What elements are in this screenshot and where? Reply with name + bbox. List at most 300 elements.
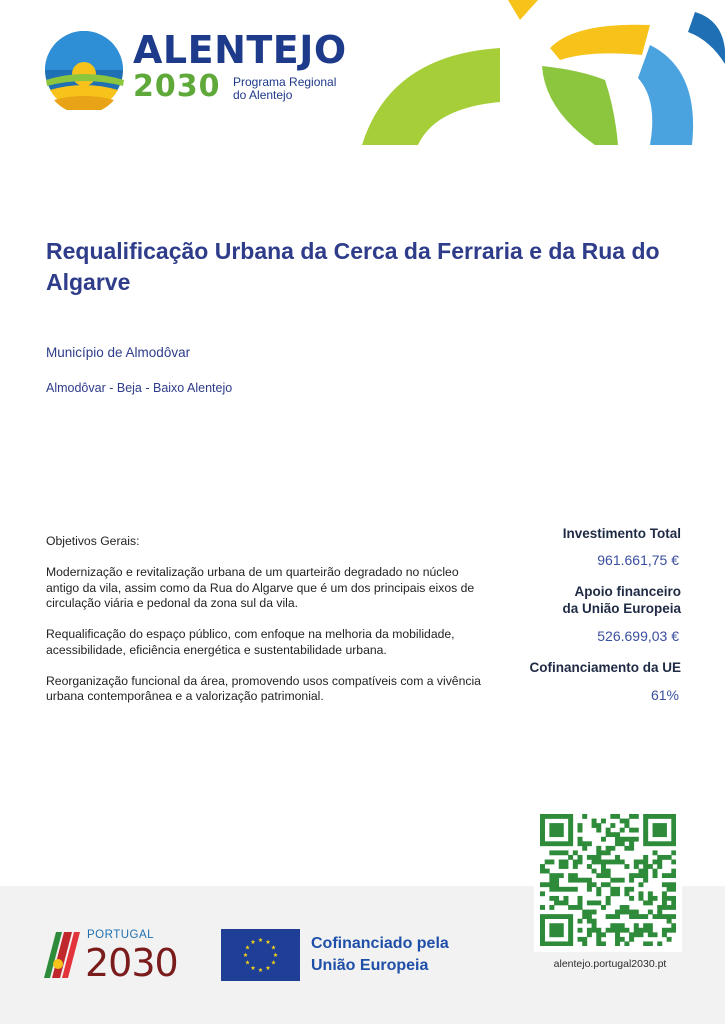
qr-module (540, 937, 545, 942)
qr-module (671, 850, 676, 855)
logo-subtitle (233, 76, 336, 102)
qr-module (629, 937, 634, 942)
qr-module (587, 864, 592, 869)
qr-module (587, 841, 592, 846)
portugal-year: 2030 (85, 941, 178, 985)
qr-module (578, 900, 583, 905)
project-title: Requalificação Urbana da Cerca da Ferraria e da Rua do Algarve (46, 238, 660, 295)
qr-module (545, 941, 550, 946)
qr-module (643, 900, 648, 905)
qr-module (662, 814, 667, 819)
qr-module (643, 941, 648, 946)
qr-module (671, 819, 676, 824)
qr-module (671, 837, 676, 842)
qr-module (568, 828, 573, 833)
qr-module (601, 869, 606, 874)
qr-module (615, 928, 620, 933)
qr-module (662, 823, 667, 828)
qr-module (610, 914, 615, 919)
qr-module (540, 941, 545, 946)
qr-module (667, 814, 672, 819)
qr-module (559, 900, 564, 905)
qr-module (662, 896, 667, 901)
objective-paragraph: Reorganização funcional da área, promovendo usos compatíveis com a vivência urbana contemporânea e a valorização patrimonial. (46, 673, 481, 703)
qr-module (671, 832, 676, 837)
qr-module (657, 823, 662, 828)
qr-module (601, 882, 606, 887)
qr-module (624, 846, 629, 851)
qr-module (606, 914, 611, 919)
qr-module (653, 896, 658, 901)
qr-module (568, 923, 573, 928)
qr-module (559, 841, 564, 846)
qr-module (563, 896, 568, 901)
portugal-flag-logo-icon (42, 928, 84, 980)
qr-module (634, 928, 639, 933)
qr-module (554, 841, 559, 846)
qr-module (554, 823, 559, 828)
qr-module (540, 882, 545, 887)
qr-module (592, 910, 597, 915)
qr-module (648, 864, 653, 869)
qr-module (596, 887, 601, 892)
logo-wordmark: ALENTEJO (133, 28, 347, 72)
qr-module (615, 855, 620, 860)
cofinancing-label: Cofinanciamento da UE (529, 660, 681, 675)
qr-module (671, 860, 676, 865)
qr-module (601, 860, 606, 865)
qr-module (568, 914, 573, 919)
qr-module (578, 841, 583, 846)
qr-module (671, 887, 676, 892)
qr-module (662, 891, 667, 896)
qr-module (587, 882, 592, 887)
qr-module (549, 941, 554, 946)
qr-module (657, 910, 662, 915)
qr-module (634, 914, 639, 919)
objectives-heading: Objetivos Gerais: (46, 534, 140, 548)
qr-module (568, 819, 573, 824)
qr-module (568, 905, 573, 910)
qr-module (643, 814, 648, 819)
qr-module (545, 860, 550, 865)
qr-module (657, 860, 662, 865)
qr-module (657, 828, 662, 833)
qr-module (638, 914, 643, 919)
qr-module (578, 937, 583, 942)
qr-module (653, 873, 658, 878)
qr-module (620, 841, 625, 846)
qr-module (563, 900, 568, 905)
qr-module (610, 814, 615, 819)
qr-module (578, 928, 583, 933)
qr-module (662, 900, 667, 905)
qr-module (624, 905, 629, 910)
qr-module (620, 910, 625, 915)
qr-module (653, 814, 658, 819)
qr-module (592, 928, 597, 933)
qr-module (606, 928, 611, 933)
qr-module (596, 823, 601, 828)
qr-module (549, 923, 554, 928)
qr-module (582, 814, 587, 819)
qr-module (578, 837, 583, 842)
qr-module (592, 869, 597, 874)
qr-module (634, 873, 639, 878)
qr-module (587, 928, 592, 933)
qr-module (578, 919, 583, 924)
qr-module (671, 873, 676, 878)
qr-module (653, 869, 658, 874)
qr-module (596, 891, 601, 896)
qr-module (568, 814, 573, 819)
qr-module (662, 932, 667, 937)
qr-module (667, 896, 672, 901)
qr-module (573, 864, 578, 869)
qr-module (620, 860, 625, 865)
qr-module (559, 887, 564, 892)
qr-code-container[interactable] (534, 808, 682, 952)
qr-module (601, 819, 606, 824)
qr-module (648, 814, 653, 819)
beneficiary-entity: Município de Almodôvar (46, 345, 191, 360)
qr-module (554, 932, 559, 937)
qr-module (540, 828, 545, 833)
qr-module (568, 887, 573, 892)
qr-module (643, 869, 648, 874)
qr-module (554, 832, 559, 837)
qr-module (592, 923, 597, 928)
qr-module (629, 837, 634, 842)
qr-module (587, 914, 592, 919)
qr-module (601, 850, 606, 855)
qr-module (624, 941, 629, 946)
qr-module (606, 873, 611, 878)
qr-module (540, 905, 545, 910)
qr-module (582, 941, 587, 946)
qr-module (671, 882, 676, 887)
qr-module (638, 869, 643, 874)
qr-module (648, 923, 653, 928)
qr-module (620, 819, 625, 824)
qr-module (592, 882, 597, 887)
qr-module (615, 832, 620, 837)
qr-module (554, 873, 559, 878)
qr-module (671, 923, 676, 928)
qr-module (624, 887, 629, 892)
qr-module (648, 896, 653, 901)
qr-module (643, 837, 648, 842)
qr-module (601, 873, 606, 878)
qr-module (554, 923, 559, 928)
qr-module (568, 919, 573, 924)
qr-module (596, 850, 601, 855)
qr-module (624, 928, 629, 933)
qr-module (662, 832, 667, 837)
qr-module (653, 841, 658, 846)
qr-module (643, 928, 648, 933)
qr-module (592, 819, 597, 824)
qr-module (667, 882, 672, 887)
qr-module (573, 878, 578, 883)
qr-module (667, 873, 672, 878)
qr-module (540, 914, 545, 919)
qr-module (610, 878, 615, 883)
qr-module (568, 823, 573, 828)
qr-module (554, 887, 559, 892)
qr-module (592, 919, 597, 924)
qr-module (610, 823, 615, 828)
qr-code-icon[interactable] (540, 814, 676, 946)
qr-module (559, 823, 564, 828)
qr-module (582, 846, 587, 851)
qr-module (634, 864, 639, 869)
objectives-section (46, 534, 486, 720)
qr-module (620, 878, 625, 883)
qr-module (671, 828, 676, 833)
qr-module (582, 910, 587, 915)
qr-module (634, 923, 639, 928)
qr-module (653, 850, 658, 855)
qr-module (573, 860, 578, 865)
qr-url[interactable]: alentejo.portugal2030.pt (553, 958, 667, 970)
qr-module (606, 896, 611, 901)
qr-module (554, 850, 559, 855)
qr-module (554, 928, 559, 933)
qr-module (563, 864, 568, 869)
qr-module (615, 878, 620, 883)
qr-module (662, 855, 667, 860)
qr-module (596, 932, 601, 937)
qr-module (549, 841, 554, 846)
qr-module (615, 910, 620, 915)
qr-module (573, 850, 578, 855)
qr-module (606, 860, 611, 865)
eu-flag-icon (221, 929, 300, 981)
qr-module (549, 850, 554, 855)
qr-module (559, 850, 564, 855)
qr-module (662, 914, 667, 919)
qr-module (615, 914, 620, 919)
qr-module (578, 905, 583, 910)
qr-module (643, 828, 648, 833)
qr-module (559, 941, 564, 946)
qr-module (559, 814, 564, 819)
qr-module (648, 941, 653, 946)
qr-module (634, 910, 639, 915)
qr-module (610, 846, 615, 851)
qr-module (549, 882, 554, 887)
qr-module (648, 900, 653, 905)
qr-module (559, 864, 564, 869)
qr-module (620, 837, 625, 842)
qr-module (601, 905, 606, 910)
qr-module (540, 932, 545, 937)
project-location: Almodôvar - Beja - Baixo Alentejo (46, 381, 233, 395)
qr-module (540, 832, 545, 837)
qr-module (615, 923, 620, 928)
qr-module (587, 919, 592, 924)
qr-module (643, 873, 648, 878)
qr-module (643, 923, 648, 928)
qr-module (554, 941, 559, 946)
qr-module (540, 919, 545, 924)
qr-module (643, 878, 648, 883)
qr-module (634, 932, 639, 937)
qr-module (643, 823, 648, 828)
qr-module (549, 814, 554, 819)
qr-module (648, 910, 653, 915)
qr-module (624, 837, 629, 842)
qr-module (549, 832, 554, 837)
qr-module (657, 914, 662, 919)
qr-module (610, 928, 615, 933)
qr-module (573, 887, 578, 892)
qr-module (578, 823, 583, 828)
qr-module (568, 832, 573, 837)
qr-module (568, 932, 573, 937)
qr-module (540, 841, 545, 846)
qr-module (606, 869, 611, 874)
qr-module (596, 941, 601, 946)
qr-module (596, 937, 601, 942)
qr-module (587, 887, 592, 892)
qr-module (582, 841, 587, 846)
qr-module (657, 941, 662, 946)
qr-module (610, 923, 615, 928)
total-investment-value: 961.661,75 € (597, 552, 679, 568)
qr-module (667, 919, 672, 924)
objective-paragraph: Requalificação do espaço público, com enfoque na melhoria da mobilidade, acessibilidade, eficiência energética e sustentabilidade urbana. (46, 627, 455, 657)
qr-module (601, 941, 606, 946)
qr-module (653, 832, 658, 837)
qr-module (638, 891, 643, 896)
qr-module (568, 937, 573, 942)
qr-module (624, 819, 629, 824)
qr-module (667, 928, 672, 933)
qr-module (653, 828, 658, 833)
qr-module (620, 828, 625, 833)
qr-module (634, 860, 639, 865)
qr-module (549, 932, 554, 937)
qr-module (568, 855, 573, 860)
qr-module (545, 914, 550, 919)
qr-module (671, 928, 676, 933)
qr-module (638, 896, 643, 901)
qr-module (620, 923, 625, 928)
qr-module (662, 873, 667, 878)
eu-support-label-line1: Apoio financeiro (574, 584, 681, 599)
logo-subtitle-line2: do Alentejo (233, 88, 293, 102)
qr-module (540, 891, 545, 896)
qr-module (657, 864, 662, 869)
qr-module (582, 937, 587, 942)
qr-module (601, 932, 606, 937)
qr-module (549, 873, 554, 878)
qr-module (549, 878, 554, 883)
qr-module (638, 928, 643, 933)
qr-module (629, 896, 634, 901)
qr-module (563, 814, 568, 819)
qr-module (563, 887, 568, 892)
qr-module (671, 905, 676, 910)
total-investment-label: Investimento Total (562, 526, 681, 541)
qr-module (629, 828, 634, 833)
qr-module (545, 814, 550, 819)
qr-module (638, 932, 643, 937)
qr-module (629, 873, 634, 878)
cofinancing-value: 61% (650, 687, 679, 703)
qr-module (578, 860, 583, 865)
qr-module (596, 928, 601, 933)
qr-module (615, 887, 620, 892)
qr-module (540, 928, 545, 933)
qr-module (554, 896, 559, 901)
qr-module (671, 900, 676, 905)
qr-module (624, 864, 629, 869)
qr-module (643, 864, 648, 869)
qr-module (606, 900, 611, 905)
qr-module (592, 860, 597, 865)
qr-module (596, 900, 601, 905)
qr-module (563, 941, 568, 946)
qr-module (554, 914, 559, 919)
qr-module (606, 846, 611, 851)
qr-module (545, 841, 550, 846)
qr-module (559, 923, 564, 928)
qr-module (643, 841, 648, 846)
qr-module (629, 910, 634, 915)
qr-module (587, 932, 592, 937)
qr-module (615, 841, 620, 846)
qr-module (610, 891, 615, 896)
qr-module (592, 900, 597, 905)
qr-module (549, 860, 554, 865)
qr-module (643, 832, 648, 837)
qr-module (549, 887, 554, 892)
qr-module (634, 837, 639, 842)
qr-module (629, 814, 634, 819)
qr-module (568, 941, 573, 946)
qr-module (643, 914, 648, 919)
qr-module (582, 878, 587, 883)
qr-module (643, 819, 648, 824)
qr-module (662, 905, 667, 910)
qr-module (657, 832, 662, 837)
qr-module (587, 878, 592, 883)
logo-year: 2030 (133, 69, 221, 104)
qr-module (615, 937, 620, 942)
qr-module (568, 841, 573, 846)
qr-module (559, 928, 564, 933)
qr-module (624, 910, 629, 915)
qr-module (615, 891, 620, 896)
qr-module (578, 896, 583, 901)
qr-module (662, 928, 667, 933)
qr-module (671, 869, 676, 874)
qr-module (549, 823, 554, 828)
qr-module (559, 914, 564, 919)
qr-module (578, 878, 583, 883)
eu-support-value: 526.699,03 € (597, 628, 679, 644)
qr-module (615, 932, 620, 937)
qr-module (587, 900, 592, 905)
qr-module (596, 846, 601, 851)
qr-module (638, 873, 643, 878)
eu-cofinancing-text (311, 933, 449, 977)
qr-module (629, 878, 634, 883)
qr-module (643, 860, 648, 865)
